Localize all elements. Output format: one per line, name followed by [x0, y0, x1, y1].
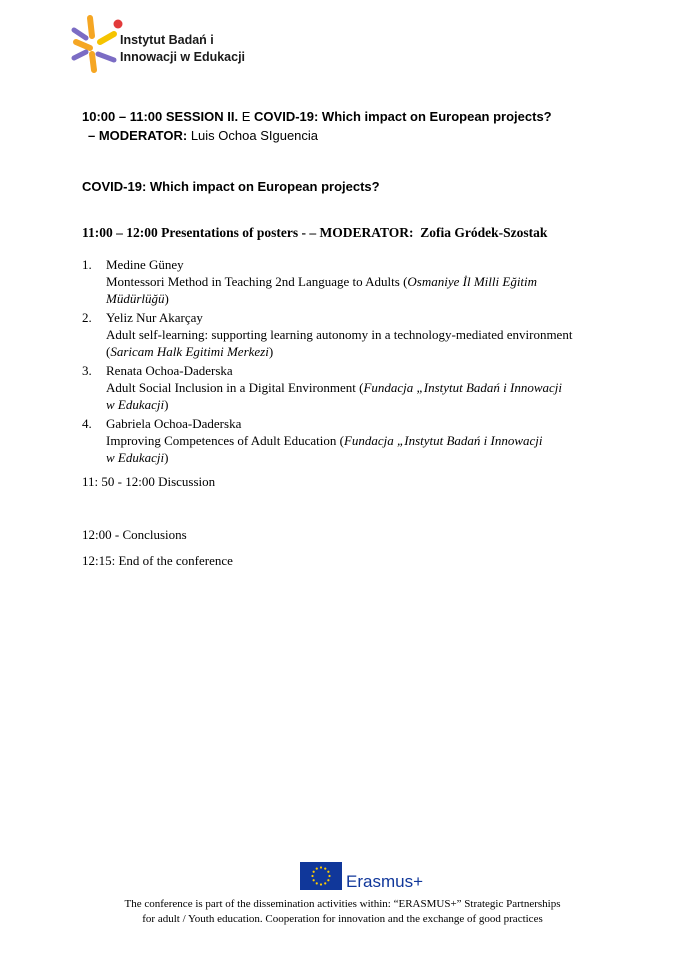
closing-paren: ): [164, 291, 169, 306]
closing-paren: ): [164, 450, 169, 465]
posters-time: 11:00 – 12:00: [82, 225, 158, 240]
presenter-name: Renata Ochoa-Daderska: [106, 363, 233, 378]
opening-paren: (: [106, 344, 111, 359]
institute-name-line2: Innowacji w Edukacji: [120, 50, 246, 64]
eu-star: [313, 871, 315, 873]
presenter-name: Yeliz Nur Akarçay: [106, 310, 203, 325]
eu-star: [320, 883, 322, 885]
eu-star: [320, 866, 322, 868]
presentation-title: [106, 273, 622, 290]
presentation-title: [106, 432, 622, 449]
institute-logo-icon: [68, 12, 124, 74]
eu-star: [311, 875, 313, 877]
session2-moderator: [88, 127, 318, 145]
erasmus-wordmark: Erasmus+: [346, 872, 423, 891]
institution-continued: [106, 343, 622, 360]
list-item: [82, 415, 622, 466]
presenter-name: Gabriela Ochoa-Daderska: [106, 416, 242, 431]
presentation-title-text: Improving Competences of Adult Education (: [106, 433, 344, 448]
posters-title: Presentations of posters - – MODERATOR:: [161, 225, 414, 240]
presenter-name: Medine Güney: [106, 257, 184, 272]
session2-title: COVID-19: Which impact on European projects?: [254, 109, 552, 124]
list-item: [82, 362, 622, 413]
posters-heading: [82, 224, 547, 242]
posters-moderator-name: Zofia Gródek-Szostak: [420, 225, 548, 240]
eu-star: [328, 875, 330, 877]
closing-paren: ): [164, 397, 169, 412]
covid-title: [82, 178, 380, 196]
covid-title-text: COVID-19: Which impact on European projects?: [82, 179, 380, 194]
presentation-title: [106, 379, 622, 396]
eu-flag-icon: [300, 862, 342, 890]
session2-label: SESSION II.: [165, 109, 239, 124]
institution-line2: w Edukacji: [106, 397, 165, 412]
list-item: [82, 309, 622, 360]
institution-continued: [106, 290, 622, 307]
presentation-title: Adult self-learning: supporting learning autonomy in a technology-mediated environment: [106, 327, 573, 342]
session2-time: 10:00 – 11:00: [82, 109, 163, 124]
institute-name-line1: Instytut Badań i: [120, 33, 214, 47]
institution: Fundacja „Instytut Badań i Innowacji: [363, 380, 563, 395]
institution: Saricam Halk Egitimi Merkezi: [110, 344, 269, 359]
eu-star: [324, 882, 326, 884]
eu-star: [327, 871, 329, 873]
item-number: 4.: [82, 416, 92, 431]
eu-star: [324, 868, 326, 870]
end-line: 12:15: End of the conference: [82, 553, 233, 568]
closing-paren: ): [268, 344, 274, 359]
institute-name: [120, 32, 245, 66]
footer-line2: for adult / Youth education. Cooperation for innovation and the exchange of good practices: [142, 913, 543, 925]
item-number: 3.: [82, 363, 92, 378]
list-item: [82, 256, 622, 307]
presentation-title-text: Adult Social Inclusion in a Digital Environment (: [106, 380, 364, 395]
session2-heading: [82, 108, 552, 126]
institution-line2: w Edukacji: [106, 450, 165, 465]
erasmus-logo: [300, 862, 445, 892]
item-number: 1.: [82, 257, 92, 272]
eu-star: [316, 868, 318, 870]
presentation-title-text: Montessori Method in Teaching 2nd Language to Adults (: [106, 274, 408, 289]
conclusions-line: 12:00 - Conclusions: [82, 527, 187, 542]
session2-moderator-label: – MODERATOR:: [88, 128, 188, 143]
institution-continued: [106, 396, 622, 413]
discussion-line: 11: 50 - 12:00 Discussion: [82, 474, 216, 489]
session2-moderator-name: Luis Ochoa SIguencia: [190, 128, 319, 143]
eu-star: [316, 882, 318, 884]
session2-letter: E: [241, 109, 251, 124]
eu-star: [327, 879, 329, 881]
institute-logo: [68, 12, 268, 74]
institution: Fundacja „Instytut Badań i Innowacji: [343, 433, 543, 448]
institution: Osmaniye İl Milli Eğitim: [407, 274, 538, 289]
footer-line1: The conference is part of the dissemination activities within: “ERASMUS+” Strategic Partnerships: [124, 898, 561, 910]
eu-star: [313, 879, 315, 881]
institution-continued: [106, 449, 622, 466]
item-number: 2.: [82, 310, 92, 325]
institution-line2: Müdürlüğü: [106, 291, 165, 306]
posters-list: [82, 256, 622, 468]
